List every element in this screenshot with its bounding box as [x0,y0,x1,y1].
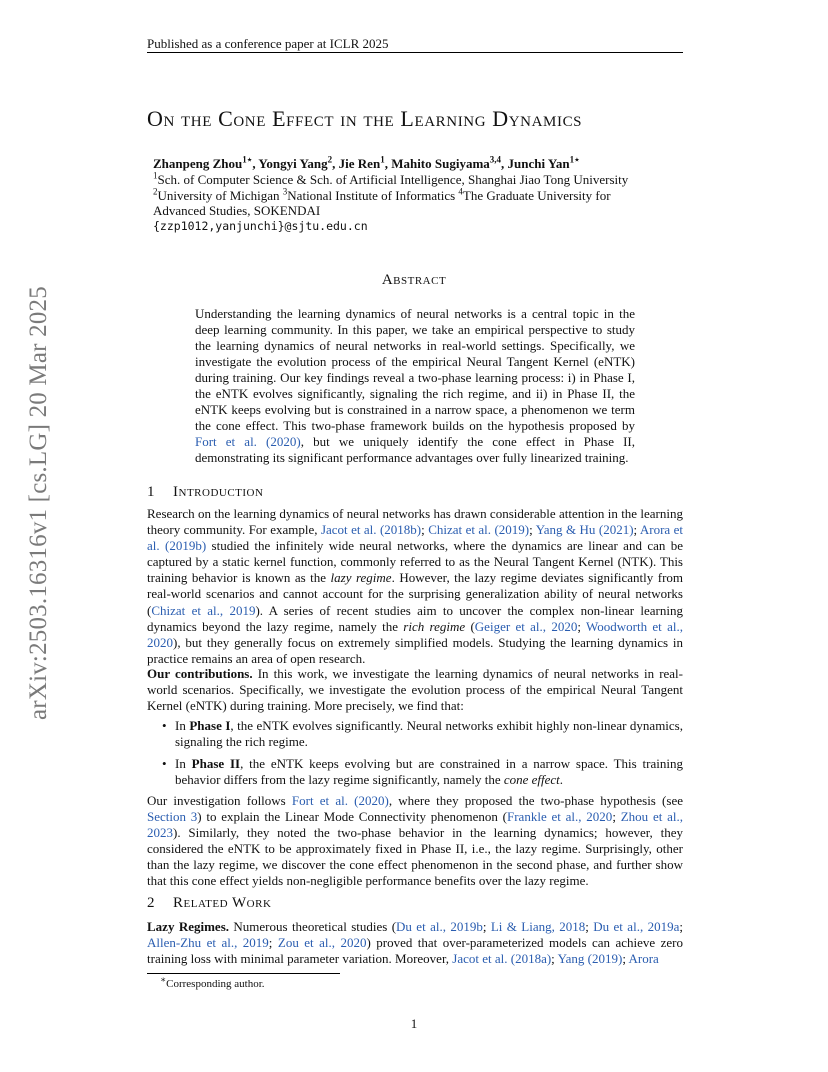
arxiv-identifier: arXiv:2503.16316v1 [cs.LG] 20 Mar 2025 [25,286,52,720]
citation-link[interactable]: Arora et al. (2019b) [147,522,684,554]
citation-link[interactable]: Du et al., 2019a [593,919,680,934]
body-text: studied the infinitely wide neural networks, where the dynamics are linear and can be captured by a static kernel function, commonly referred to as the Neural Tangent Kernel (NTK). This training behavior is known as the [147,538,683,586]
body-text: ; [551,951,558,967]
affiliation-text: Sch. of Computer Science & Sch. of Artificial Intelligence, Shanghai Jiao Tong University [157,172,629,187]
body-text: . [559,772,564,788]
citation-link[interactable]: Yang & Hu (2021) [535,522,634,538]
body-text: ; [268,935,278,951]
emphasis-text: rich regime [403,618,466,634]
affiliation-line-1 [153,172,673,188]
affiliation-text: National Institute of Informatics [287,188,459,203]
body-text: ) to explain the Linear Mode Connectivity phenomenon ( [197,809,507,825]
body-text: In [175,718,190,733]
body-text: In [175,756,192,772]
author-name: Mahito Sugiyama [391,156,490,171]
citation-link[interactable]: Chizat et al. (2019) [428,522,530,538]
abstract-heading: Abstract [381,272,447,288]
citation-link[interactable]: Allen-Zhu et al., 2019 [147,935,269,951]
paragraph-lead: Lazy Regimes. [147,919,230,934]
body-text: ) proved that over-parameterized models can achieve zero training loss with minimal parameter variation. Moreover, [147,935,683,967]
citation-link[interactable]: Yang (2019) [557,951,623,967]
citation-link[interactable]: Frankle et al., 2020 [507,809,613,825]
affiliation-text: The Graduate University for [462,188,611,203]
body-text: , the eNTK keeps evolving but are constrained in a narrow space. This training behavior differs from the lazy regime significantly, namely the [175,756,683,788]
section-heading-introduction [147,484,263,501]
abstract-text: Understanding the learning dynamics of neural networks is a central topic in the deep learning community. In this paper, we take an empirical perspective to study the learning dynamics of neural networks in real-world settings. Specifically, we investigate the evolution process of the empirical Neural Tangent Kernel (eNTK) during training. Our key findings reveal a two-phase learning process: i) in Phase I, the eNTK evolves significantly, signaling the rich regime, and ii) in Phase II, the eNTK keeps evolving but is constrained in a narrow space, a phenomenon we term the cone effect. This two-phase framework builds on the hypothesis proposed by [195,306,635,433]
affiliation-mark: 1 [153,170,158,181]
author-affiliation-mark: 1 [380,154,385,165]
phase-label: Phase II [191,756,241,772]
author-list: Zhanpeng Zhou$^{1⋆}$, Yongyi Yang$^2$, Jie Ren$^1$, Mahito Sugiyama$^{3,4}$, Junchi Yan$^{1⋆}$ [153,154,580,171]
body-text: ; [633,522,640,538]
citation-link[interactable]: Chizat et al., 2019 [151,602,256,618]
section-title: Related Work [173,895,272,911]
affiliation-mark: 4 [458,186,463,197]
contributions-paragraph [147,666,683,714]
affiliation-text: University of Michigan [157,188,283,203]
list-item [147,756,683,788]
footnote-rule [147,973,340,974]
footnote-text: Corresponding author. [166,978,265,990]
body-text: ; [421,522,429,538]
footnote-mark: ∗ [160,974,167,985]
emphasis-text: lazy regime [330,570,392,586]
body-text: Our investigation follows [147,793,292,808]
author-affiliation-mark: 2 [327,154,333,165]
affiliation-mark: 3 [282,186,288,197]
emphasis-text: cone effect [503,772,560,788]
body-text: ; [612,809,621,825]
author-affiliation-mark: 3,4 [489,154,502,165]
citation-link[interactable]: Fort et al. (2020) [291,793,389,808]
body-text: ). A series of recent studies aim to uncover the complex non-linear learning dynamics beyond the lazy regime, namely the [147,602,683,634]
affiliation-mark: 2 [153,186,158,197]
affiliation-line-2 [153,188,673,204]
body-text: ; [577,618,587,634]
list-item [147,718,683,750]
citation-link[interactable]: Fort et al. (2020) [195,433,301,449]
author-name: Yongyi Yang [258,156,328,171]
body-text: In this work, we investigate the learning dynamics of neural networks in real-world scenarios. Specifically, we investigate the evolution process of the empirical Neural Tangent Kernel (eNTK) during training. More precisely, we find that: [147,666,683,714]
header-rule [147,52,683,53]
citation-link[interactable]: Geiger et al., 2020 [474,618,578,634]
citation-link[interactable]: Jacot et al. (2018b) [320,522,422,538]
body-text: Research on the learning dynamics of neural networks has drawn considerable attention in the learning theory community. For example, [147,506,683,538]
citation-link[interactable]: Arora [628,951,659,967]
section-number: 2 [147,895,155,911]
abstract-text: , but we uniquely identify the cone effect in Phase II, demonstrating its significant performance advantages over fully linearized training. [195,433,635,465]
body-text: ), but they generally focus on extremely simplified models. Studying the learning dynamics in practice remains an area of open research. [147,634,683,666]
investigation-paragraph [147,793,683,890]
affiliation-line-3: Advanced Studies, SOKENDAI [153,203,321,218]
author-email: {zzp1012,yanjunchi}@sjtu.edu.cn [153,219,368,233]
body-text: . However, the lazy regime deviates significantly from real-world scenarios and cannot account for the surprising generalization ability of neural networks ( [147,570,684,618]
running-header: Published as a conference paper at ICLR 2025 [147,36,389,51]
abstract-body [195,306,635,466]
body-text: ; [622,951,629,967]
body-text: ; [529,522,536,538]
section-link[interactable]: Section 3 [147,809,198,825]
body-text: , where they proposed the two-phase hypothesis (see [388,793,683,808]
section-heading-related-work [147,895,271,912]
citation-link[interactable]: Woodworth et al., 2020 [147,618,683,650]
author-affiliation-mark: 1⋆ [569,154,580,165]
author-name: Junchi Yan [507,156,570,171]
section-title: Introduction [173,484,264,500]
author-name: Jie Ren [338,156,381,171]
related-work-paragraph [147,919,683,967]
section-number: 1 [147,484,155,500]
author-affiliation-mark: 1⋆ [242,154,253,165]
citation-link[interactable]: Zhou et al., 2023 [147,809,683,841]
page-number: 1 [410,1016,418,1031]
phase-label: Phase I [189,718,231,733]
footnote [160,974,265,990]
paper-title: On the Cone Effect in the Learning Dynamics [147,106,583,131]
citation-link[interactable]: Li & Liang, 2018 [490,919,586,934]
body-text: ( [465,618,475,634]
body-text: ; [679,919,683,934]
citation-link[interactable]: Du et al., 2019b [396,919,483,934]
bullet-icon: • [162,718,167,733]
bullet-icon: • [162,756,167,772]
body-text: , the eNTK evolves significantly. Neural networks exhibit highly non-linear dynamics, signaling the rich regime. [175,718,683,750]
author-name: Zhanpeng Zhou [153,156,243,171]
body-text: ; [585,919,594,934]
body-text: ). Similarly, they noted the two-phase behavior in the learning dynamics; however, they considered the eNTK to be approximately fixed in Phase II, i.e., the lazy regime. Surprisingly, other than the lazy regime, we discover the cone effect phenomenon in the second phase, and further show that this cone effect yields non-negligible performance benefits over the lazy regime. [147,825,683,889]
body-text: Numerous theoretical studies ( [229,919,397,934]
introduction-paragraph [147,506,683,667]
body-text: ; [482,919,491,934]
paragraph-lead: Our contributions. [147,666,253,681]
citation-link[interactable]: Zou et al., 2020 [277,935,367,951]
contribution-list [147,718,683,794]
citation-link[interactable]: Jacot et al. (2018a) [452,951,552,967]
